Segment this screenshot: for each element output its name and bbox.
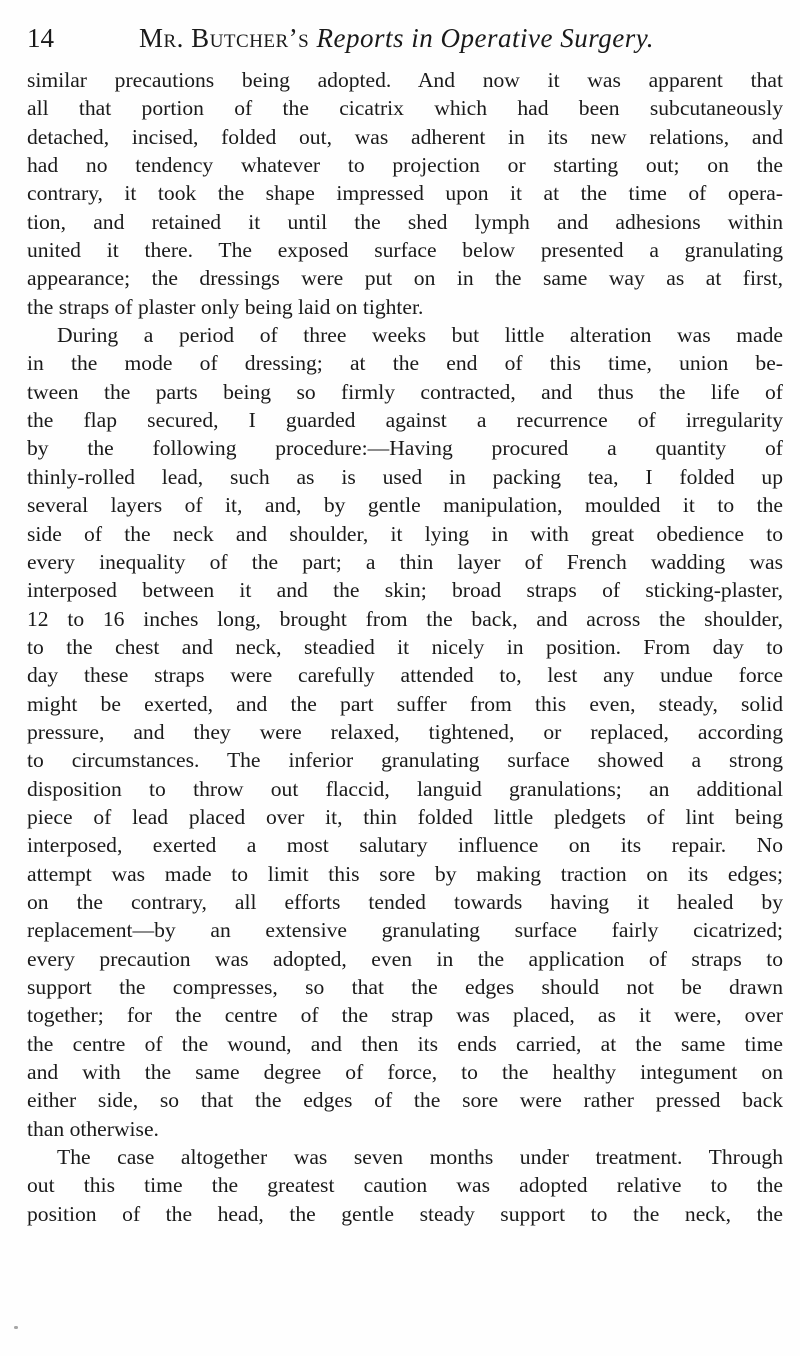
- text-line: interposed between it and the skin; broad straps of sticking-plaster,: [27, 578, 783, 603]
- text-line: might be exerted, and the part suffer from this even, steady, solid: [27, 691, 783, 716]
- text-line: by the following procedure:—Having procured a quantity of: [27, 436, 783, 461]
- text-line: to the chest and neck, steadied it nicely in position. From day to: [27, 634, 783, 659]
- page-number: 14: [27, 23, 54, 53]
- page-header: [27, 18, 783, 58]
- text-line: the centre of the wound, and then its ends carried, at the same time: [27, 1031, 783, 1056]
- body-text: [27, 66, 783, 1228]
- text-line: together; for the centre of the strap was placed, as it were, over: [27, 1003, 783, 1028]
- text-line: interposed, exerted a most salutary influence on its repair. No: [27, 833, 783, 858]
- print-speck: [14, 1326, 18, 1329]
- text-line: pressure, and they were relaxed, tightened, or replaced, according: [27, 719, 783, 744]
- running-head-title: Reports in Operative Surgery.: [316, 23, 654, 53]
- text-line: disposition to throw out flaccid, languid granulations; an additional: [27, 776, 783, 801]
- text-line: had no tendency whatever to projection or starting out; on the: [27, 153, 783, 178]
- text-line: and with the same degree of force, to the healthy integument on: [27, 1060, 783, 1085]
- text-line: either side, so that the edges of the sore were rather pressed back: [27, 1088, 783, 1113]
- text-line: out this time the greatest caution was adopted relative to the: [27, 1173, 783, 1198]
- text-line: position of the head, the gentle steady support to the neck, the: [27, 1201, 783, 1226]
- text-line: detached, incised, folded out, was adherent in its new relations, and: [27, 124, 783, 149]
- text-line: 12 to 16 inches long, brought from the back, and across the shoulder,: [27, 606, 783, 631]
- text-line: than otherwise.: [27, 1116, 159, 1141]
- text-line: similar precautions being adopted. And now it was apparent that: [27, 68, 783, 92]
- text-line: all that portion of the cicatrix which had been subcutaneously: [27, 96, 783, 121]
- text-line: piece of lead placed over it, thin folded little pledgets of lint being: [27, 804, 783, 829]
- paragraph-start-line: During a period of three weeks but little alteration was made: [57, 323, 783, 348]
- text-line: side of the neck and shoulder, it lying in with great obedience to: [27, 521, 783, 546]
- text-line: several layers of it, and, by gentle manipulation, moulded it to the: [27, 493, 783, 518]
- text-line: contrary, it took the shape impressed upon it at the time of opera-: [27, 181, 783, 206]
- text-line: support the compresses, so that the edges should not be drawn: [27, 975, 783, 999]
- text-line: united it there. The exposed surface below presented a granulating: [27, 238, 783, 263]
- text-line: to circumstances. The inferior granulating surface showed a strong: [27, 748, 783, 773]
- text-line: appearance; the dressings were put on in the same way as at first,: [27, 266, 783, 291]
- text-line: attempt was made to limit this sore by making traction on its edges;: [27, 861, 783, 886]
- text-line: in the mode of dressing; at the end of this time, union be-: [27, 351, 783, 376]
- text-line: on the contrary, all efforts tended towards having it healed by: [27, 889, 783, 914]
- running-head: [139, 18, 654, 58]
- text-line: tion, and retained it until the shed lymph and adhesions within: [27, 209, 783, 234]
- text-line: every precaution was adopted, even in the application of straps to: [27, 946, 783, 971]
- running-head-author: Mr. Butcher’s: [139, 23, 310, 53]
- text-line: day these straps were carefully attended to, lest any undue force: [27, 663, 783, 688]
- text-line: tween the parts being so firmly contracted, and thus the life of: [27, 379, 783, 404]
- text-line: every inequality of the part; a thin layer of French wadding was: [27, 549, 783, 574]
- paragraph-start-line: The case altogether was seven months under treatment. Through: [57, 1145, 783, 1170]
- text-line: thinly-rolled lead, such as is used in packing tea, I folded up: [27, 464, 783, 489]
- text-line: replacement—by an extensive granulating surface fairly cicatrized;: [27, 918, 783, 943]
- text-line: the straps of plaster only being laid on tighter.: [27, 294, 424, 319]
- text-line: the flap secured, I guarded against a recurrence of irregularity: [27, 408, 783, 433]
